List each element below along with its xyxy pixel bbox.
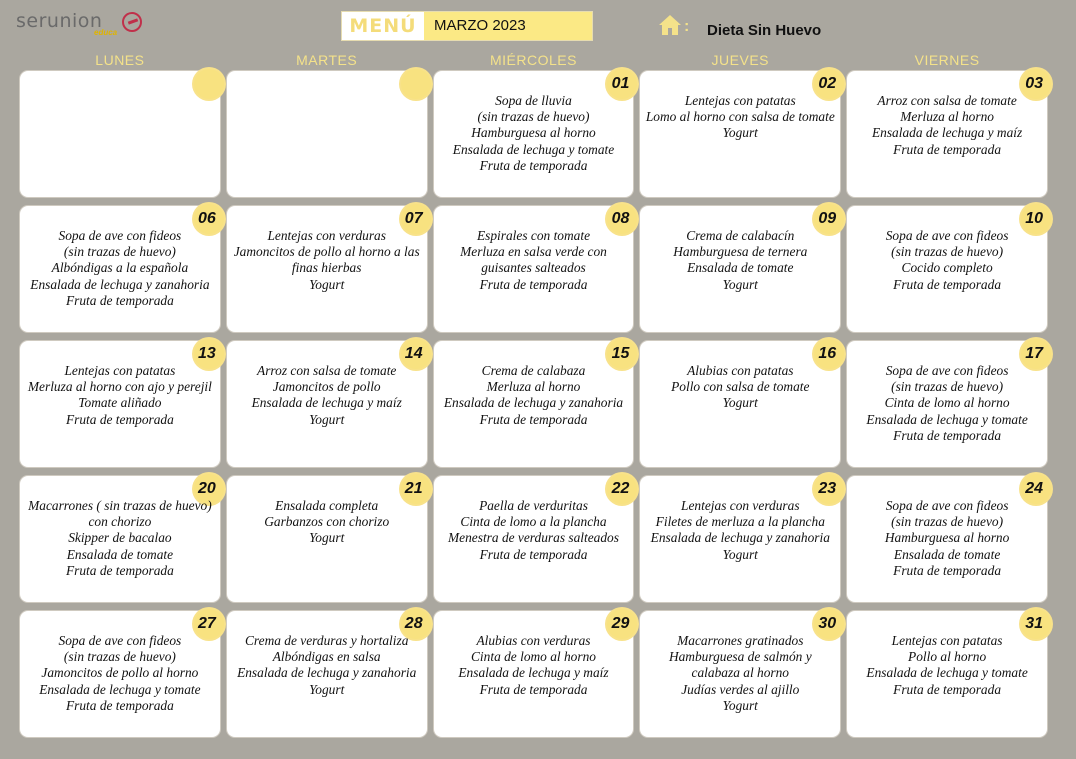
brand-mark-icon <box>122 12 142 32</box>
dish-list <box>231 498 423 547</box>
day-number: 13 <box>198 345 216 362</box>
day-cell <box>640 206 840 332</box>
dish-item: Ensalada completa <box>275 498 379 513</box>
dish-item: Ensalada de lechuga y tomate <box>452 141 615 157</box>
dish-item: Fruta de temporada <box>65 411 174 427</box>
day-cell <box>227 206 427 332</box>
dish-item: Yogurt <box>722 697 758 713</box>
day-cell <box>227 341 427 467</box>
dish-item: Yogurt <box>309 411 345 427</box>
day-number: 14 <box>404 345 423 362</box>
weekday-wednesday: MIÉRCOLES <box>490 52 577 68</box>
dish-item: Albóndigas a la española <box>51 260 189 276</box>
dish-item: Fruta de temporada <box>893 681 1002 697</box>
weekday-tuesday: MARTES <box>296 52 358 68</box>
day-number: 20 <box>198 480 216 497</box>
dish-item: Sopa de lluvia <box>495 93 572 108</box>
dish-item: Yogurt <box>722 276 758 292</box>
day-cell <box>640 611 840 737</box>
day-number: 22 <box>611 480 630 497</box>
day-number: 01 <box>611 75 630 92</box>
dish-item: Fruta de temporada <box>65 697 174 713</box>
day-cell <box>640 341 840 467</box>
day-badge-icon <box>194 69 224 99</box>
dish-item: (sin trazas de huevo) <box>891 244 1004 260</box>
dish-item: Fruta de temporada <box>479 546 588 562</box>
dish-item: Lentejas con patatas <box>684 93 796 108</box>
dish-item: Hamburguesa al horno <box>471 125 596 141</box>
dish-list <box>24 363 216 428</box>
dish-item: Jamoncitos de pollo <box>272 379 381 395</box>
day-number: 10 <box>1025 210 1043 227</box>
dish-item: Lentejas con patatas <box>64 363 176 378</box>
day-cell <box>847 341 1047 467</box>
dish-item: Merluza al horno <box>900 109 994 125</box>
day-number: 03 <box>1025 75 1043 92</box>
dish-item: Ensalada de lechuga y zanahoria <box>443 395 624 411</box>
dish-list <box>438 498 630 563</box>
dish-item: Merluza al horno con ajo y perejil <box>27 379 212 395</box>
dish-item: Pollo al horno <box>908 649 987 665</box>
dish-item: Macarrones ( sin trazas de huevo) con chorizo <box>28 498 212 530</box>
dish-item: Ensalada de tomate <box>66 546 174 562</box>
day-cell <box>847 206 1047 332</box>
dish-list <box>644 228 836 293</box>
day-cell <box>847 71 1047 197</box>
dish-item: Crema de verduras y hortaliza <box>244 633 409 648</box>
day-cell <box>434 341 634 467</box>
dish-list <box>644 363 836 412</box>
weekday-thursday: JUEVES <box>711 52 770 68</box>
dish-item: Fruta de temporada <box>893 141 1002 157</box>
menu-label: MENÚ <box>349 15 417 37</box>
dish-item: Fruta de temporada <box>893 562 1002 578</box>
day-number: 24 <box>1025 480 1043 497</box>
dish-item: Yogurt <box>722 395 758 411</box>
dish-item: Fruta de temporada <box>893 276 1002 292</box>
day-number: 15 <box>611 345 630 362</box>
dish-list <box>24 228 216 309</box>
day-cell <box>20 206 220 332</box>
dish-list <box>24 633 216 714</box>
day-cell <box>227 71 427 197</box>
dish-item: Cinta de lomo al horno <box>884 395 1010 411</box>
dish-item: Hamburguesa de ternera <box>673 244 808 260</box>
dish-list <box>24 498 216 579</box>
day-cell <box>20 71 220 197</box>
day-number: 16 <box>818 345 837 362</box>
dish-item: Merluza en salsa verde con guisantes salteados <box>460 244 607 276</box>
dish-item: Ensalada de lechuga y maíz <box>251 395 402 411</box>
day-cell <box>227 611 427 737</box>
dish-item: Skipper de bacalao <box>68 530 172 546</box>
dish-list <box>231 228 423 293</box>
day-badge-icon <box>401 69 431 99</box>
day-number: 09 <box>818 210 837 227</box>
dish-item: Sopa de ave con fideos <box>885 498 1009 513</box>
dish-item: Merluza al horno <box>486 379 581 395</box>
dish-item: (sin trazas de huevo) <box>891 514 1004 530</box>
dish-item: Lentejas con patatas <box>891 633 1003 648</box>
dish-item: Ensalada de lechuga y maíz <box>871 125 1023 141</box>
dish-item: Alubias con patatas <box>687 363 794 378</box>
dish-item: Yogurt <box>722 546 758 562</box>
dish-item: Filetes de merluza a la plancha <box>655 514 825 530</box>
dish-item: Fruta de temporada <box>893 427 1002 443</box>
dish-item: Yogurt <box>309 530 345 546</box>
day-cell <box>20 341 220 467</box>
dish-item: Fruta de temporada <box>479 681 588 697</box>
dish-item: Yogurt <box>722 125 758 141</box>
day-number: 28 <box>404 615 423 632</box>
dish-list <box>851 228 1043 293</box>
dish-item: Pollo con salsa de tomate <box>671 379 810 395</box>
weekday-header-row <box>20 52 1047 68</box>
dish-item: Ensalada de tomate <box>893 546 1001 562</box>
weekday-friday: VIERNES <box>914 52 980 68</box>
dish-item: Tomate aliñado <box>78 395 162 411</box>
dish-item: Lomo al horno con salsa de tomate <box>645 109 835 125</box>
day-cell <box>434 206 634 332</box>
dish-list <box>644 498 836 563</box>
day-number: 30 <box>818 615 837 632</box>
dish-list <box>851 363 1043 444</box>
day-number: 23 <box>818 480 837 497</box>
day-cell <box>847 611 1047 737</box>
dish-item: Judías verdes al ajillo <box>681 681 800 697</box>
dish-item: Alubias con verduras <box>476 633 591 648</box>
day-cell <box>434 476 634 602</box>
dish-item: Albóndigas en salsa <box>272 649 381 665</box>
day-cell <box>20 611 220 737</box>
dish-item: Yogurt <box>309 276 345 292</box>
dish-item: (sin trazas de huevo) <box>63 244 176 260</box>
day-number: 08 <box>611 210 630 227</box>
dish-item: Fruta de temporada <box>65 562 174 578</box>
dish-item: Macarrones gratinados <box>677 633 804 648</box>
dish-item: Arroz con salsa de tomate <box>257 363 397 378</box>
calendar-grid <box>20 71 1047 737</box>
dish-list <box>851 633 1043 698</box>
day-number: 21 <box>404 480 423 497</box>
dish-item: Yogurt <box>309 681 345 697</box>
dish-list <box>644 93 836 142</box>
home-icon <box>658 13 682 37</box>
day-cell <box>434 71 634 197</box>
dish-list <box>644 633 836 714</box>
menu-month: MARZO 2023 <box>424 12 592 40</box>
dish-list <box>851 498 1043 579</box>
dish-item: Fruta de temporada <box>479 157 588 173</box>
dish-item: Cinta de lomo a la plancha <box>460 514 607 530</box>
day-number: 06 <box>198 210 216 227</box>
dish-item: Hamburguesa al horno <box>884 530 1010 546</box>
brand-logo: serunion <box>16 10 103 32</box>
dish-item: Sopa de ave con fideos <box>885 363 1009 378</box>
dish-item: Cocido completo <box>901 260 993 276</box>
day-number: 31 <box>1025 615 1043 632</box>
day-number: 29 <box>611 615 630 632</box>
day-cell <box>640 71 840 197</box>
dish-item: Menestra de verduras salteados <box>448 530 619 546</box>
dish-item: Sopa de ave con fideos <box>58 228 182 243</box>
day-number: 07 <box>404 210 423 227</box>
dish-item: (sin trazas de huevo) <box>891 379 1004 395</box>
dish-item: Ensalada de lechuga y zanahoria <box>30 276 210 292</box>
dish-item: Fruta de temporada <box>479 276 588 292</box>
diet-title: Dieta Sin Huevo <box>707 22 822 39</box>
dish-item: Ensalada de lechuga y tomate <box>866 665 1028 681</box>
dish-item: (sin trazas de huevo) <box>63 649 176 665</box>
day-number: 27 <box>198 615 216 632</box>
dish-item: Paella de verduritas <box>479 498 588 513</box>
home-colon: : <box>684 18 690 35</box>
dish-list <box>231 633 423 698</box>
dish-item: Garbanzos con chorizo <box>264 514 390 530</box>
dish-list <box>438 93 630 174</box>
dish-list <box>438 363 630 428</box>
dish-item: Sopa de ave con fideos <box>58 633 182 648</box>
dish-item: Lentejas con verduras <box>267 228 386 243</box>
day-cell <box>847 476 1047 602</box>
day-cell <box>20 476 220 602</box>
dish-item: Cinta de lomo al horno <box>471 649 596 665</box>
day-cell <box>434 611 634 737</box>
dish-item: Jamoncitos de pollo al horno a las finas hierbas <box>233 244 420 276</box>
dish-item: Ensalada de tomate <box>687 260 794 276</box>
dish-item: (sin trazas de huevo) <box>477 109 590 125</box>
dish-item: Ensalada de lechuga y zanahoria <box>650 530 830 546</box>
dish-item: Ensalada de lechuga y tomate <box>866 411 1028 427</box>
weekday-monday: LUNES <box>95 52 145 68</box>
dish-list <box>438 633 630 698</box>
dish-item: Ensalada de lechuga y zanahoria <box>237 665 417 681</box>
dish-item: Crema de calabacín <box>686 228 795 243</box>
dish-item: Hamburguesa de salmón y calabaza al horno <box>668 649 812 681</box>
day-number: 02 <box>818 75 837 92</box>
dish-item: Fruta de temporada <box>479 411 588 427</box>
dish-item: Sopa de ave con fideos <box>885 228 1009 243</box>
dish-item: Lentejas con verduras <box>681 498 800 513</box>
day-cell <box>227 476 427 602</box>
dish-list <box>851 93 1043 158</box>
dish-list <box>438 228 630 293</box>
dish-item: Espirales con tomate <box>476 228 591 243</box>
day-number: 17 <box>1025 345 1043 362</box>
brand-logo-sub: educa <box>94 28 118 37</box>
day-cell <box>640 476 840 602</box>
dish-item: Fruta de temporada <box>65 292 174 308</box>
dish-item: Ensalada de lechuga y maíz <box>458 665 609 681</box>
dish-item: Crema de calabaza <box>481 363 586 378</box>
dish-list <box>231 363 423 428</box>
menu-header-box <box>341 11 593 41</box>
dish-item: Jamoncitos de pollo al horno <box>41 665 199 681</box>
dish-item: Arroz con salsa de tomate <box>877 93 1017 108</box>
dish-item: Ensalada de lechuga y tomate <box>39 681 201 697</box>
